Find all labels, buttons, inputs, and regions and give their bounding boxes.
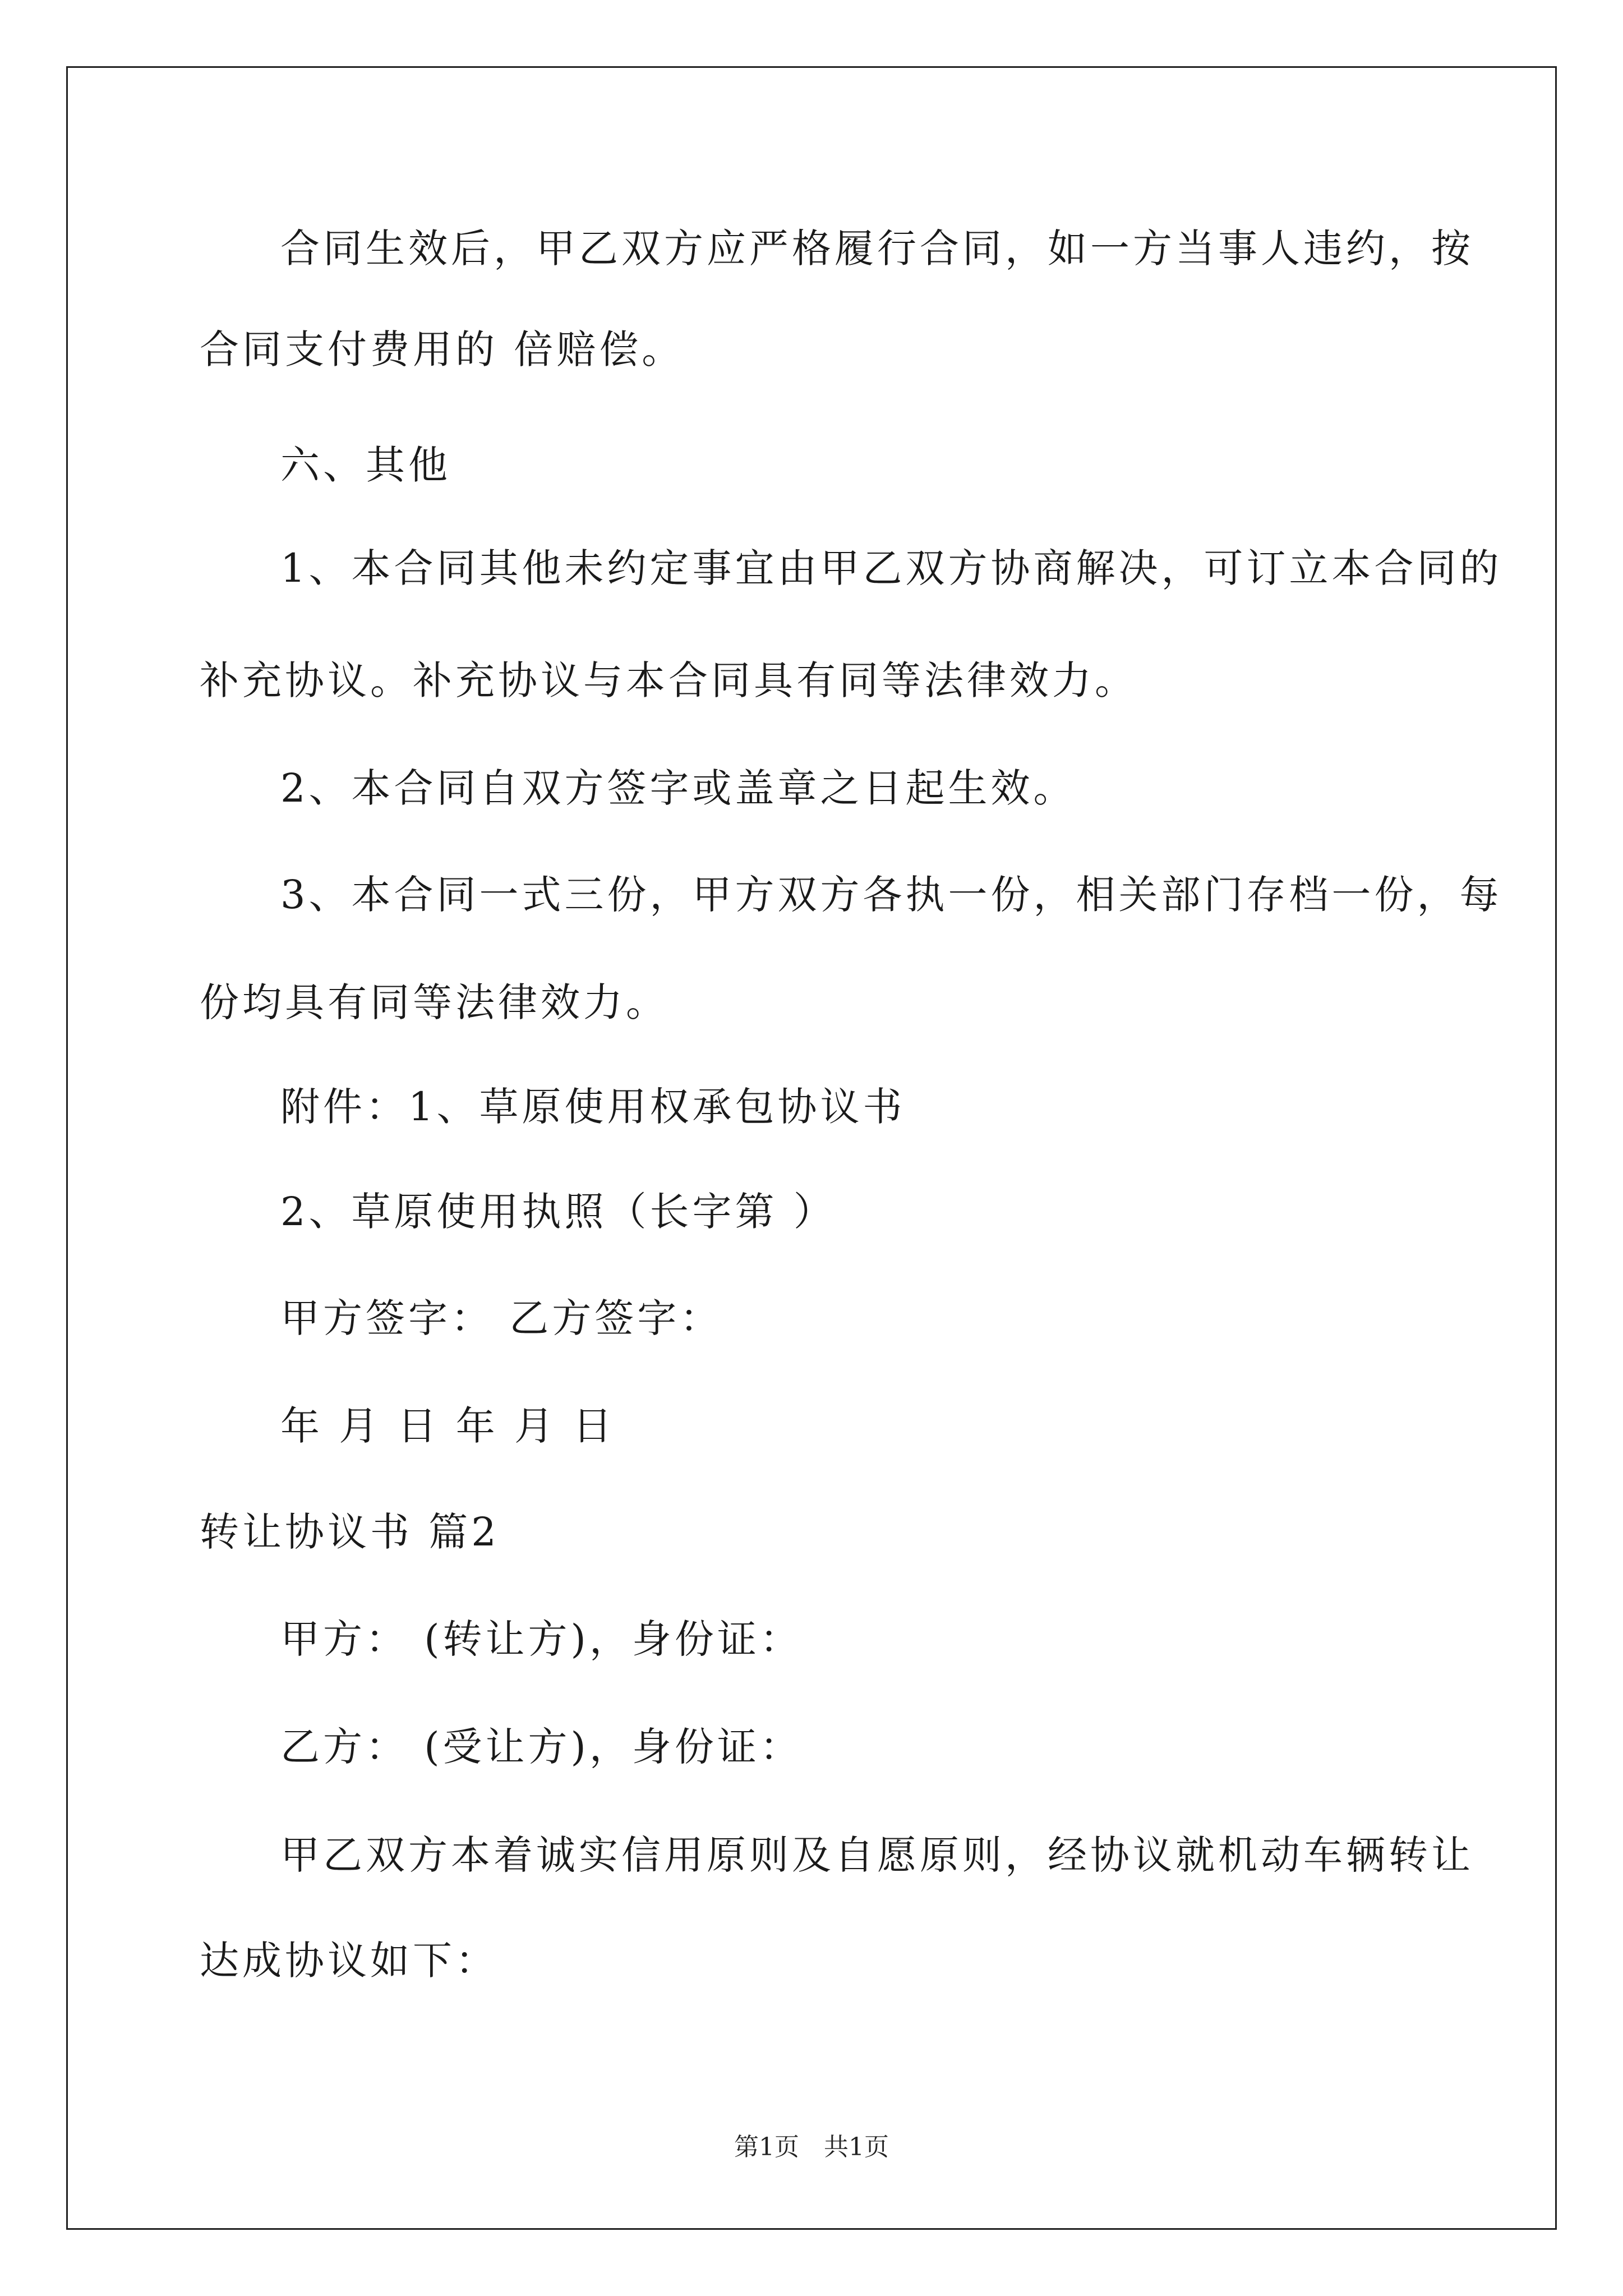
text-line-4: 1、本合同其他未约定事宜由甲乙双方协商解决，可订立本合同的 xyxy=(280,545,1502,591)
text-line-16: 甲乙双方本着诚实信用原则及自愿原则，经协议就机动车辆转让 xyxy=(280,1832,1474,1878)
text-line-8: 份均具有同等法律效力。 xyxy=(200,979,668,1025)
text-line-6: 2、本合同自双方签字或盖章之日起生效。 xyxy=(280,765,1076,811)
section-heading-other: 六、其他 xyxy=(280,442,451,488)
text-line-attachment-1: 附件：1、草原使用权承包协议书 xyxy=(280,1084,906,1130)
signature-line: 甲方签字： 乙方签字： xyxy=(280,1295,723,1341)
section-title-part2: 转让协议书 篇2 xyxy=(200,1509,500,1555)
text-line-2: 合同支付费用的 倍赔偿。 xyxy=(200,326,685,372)
page-footer: 第1页 共1页 xyxy=(734,2133,889,2161)
date-line: 年 月 日 年 月 日 xyxy=(280,1403,616,1449)
text-line-17: 达成协议如下： xyxy=(200,1938,498,1984)
text-line-7: 3、本合同一式三份，甲方双方各执一份，相关部门存档一份，每 xyxy=(280,872,1502,918)
party-a-line: 甲方： (转让方)，身份证： xyxy=(280,1616,803,1662)
page-border xyxy=(66,66,1557,2230)
party-b-line: 乙方： (受让方)，身份证： xyxy=(280,1724,803,1770)
text-line-1: 合同生效后，甲乙双方应严格履行合同，如一方当事人违约，按 xyxy=(280,226,1474,272)
text-line-5: 补充协议。补充协议与本合同具有同等法律效力。 xyxy=(200,657,1137,703)
text-line-attachment-2: 2、草原使用执照（长字第 ） xyxy=(280,1189,836,1235)
